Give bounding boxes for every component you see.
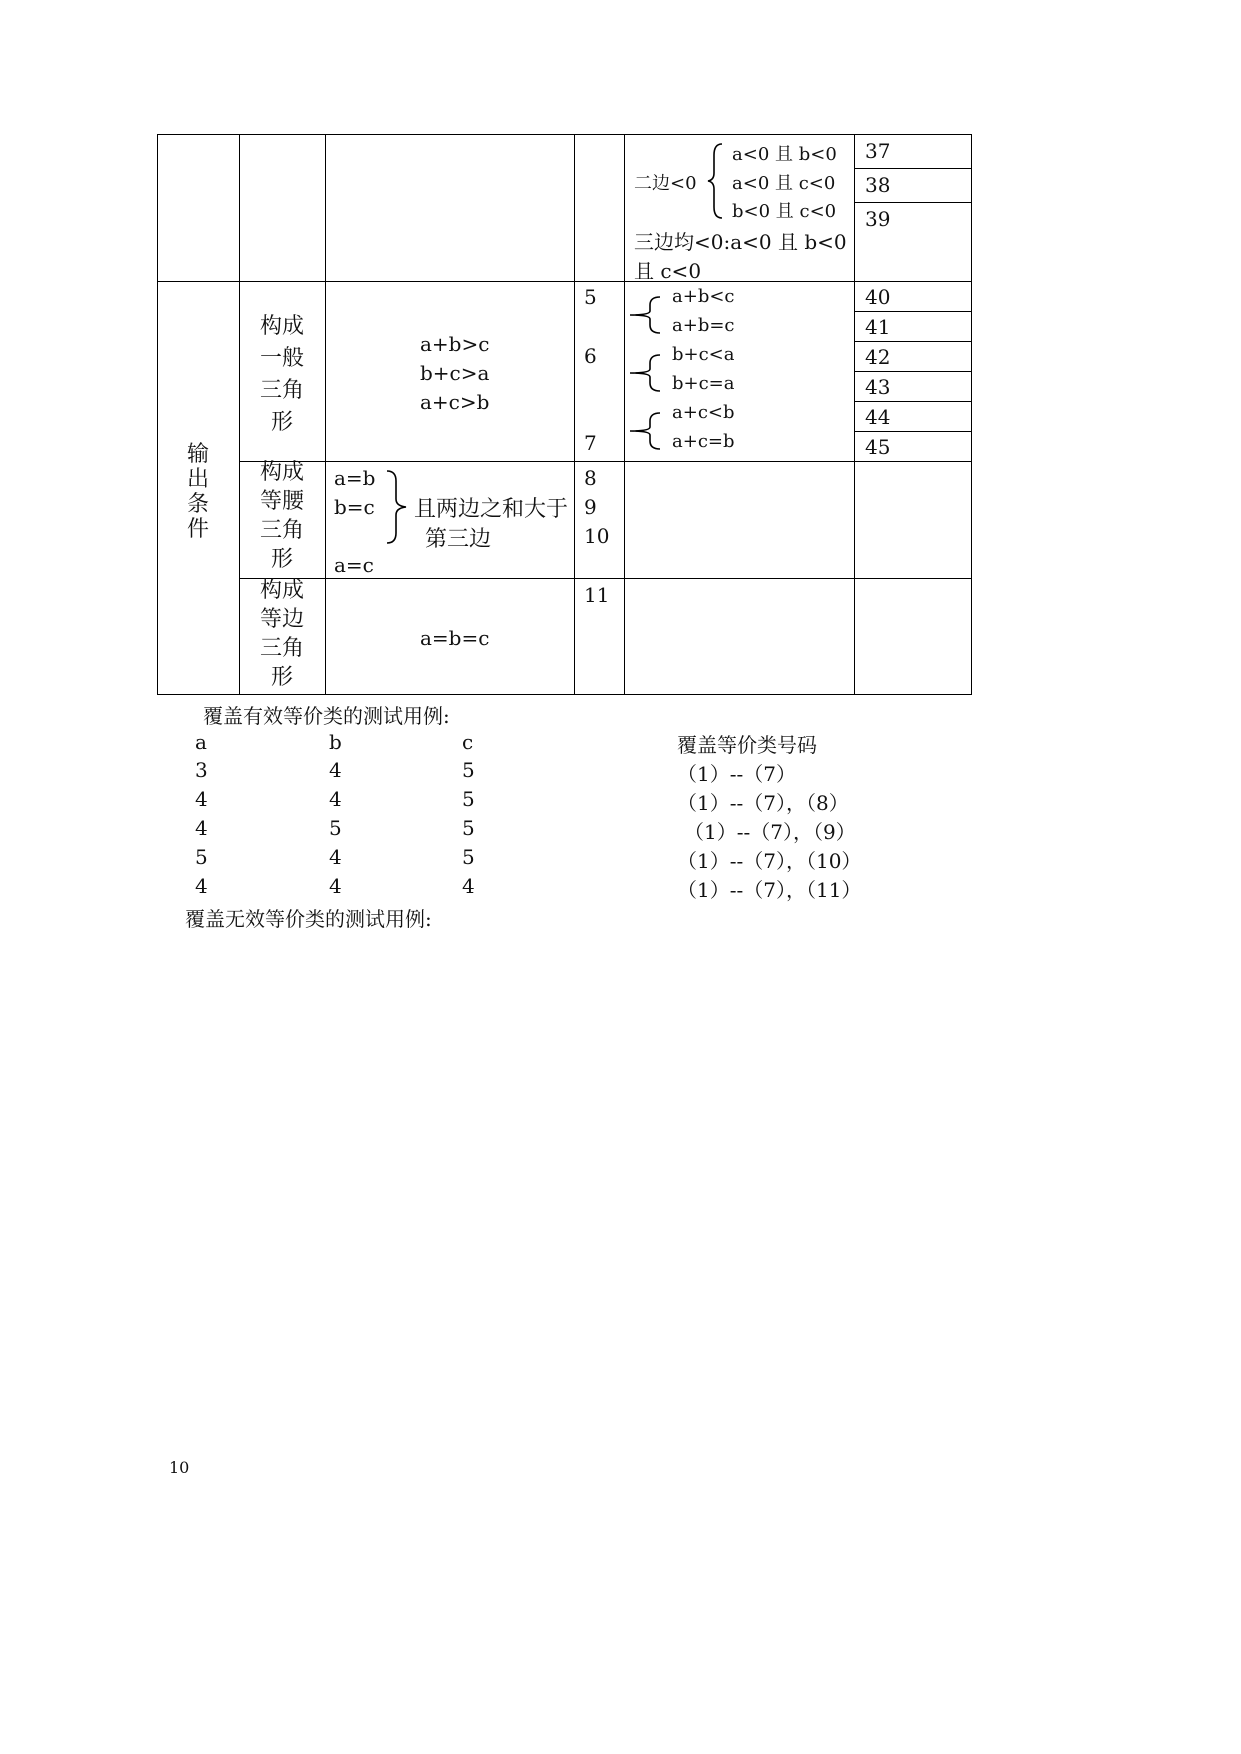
value-a: 4: [195, 816, 208, 840]
sub-condition: a+c=b: [672, 431, 735, 452]
class-number: 41: [865, 315, 891, 339]
table-border: [854, 431, 972, 432]
table-border: [239, 578, 972, 579]
value-c: 5: [462, 845, 475, 869]
table-border: [854, 371, 972, 372]
value-b: 4: [329, 845, 342, 869]
value-c: 5: [462, 816, 475, 840]
covered-classes: （1）--（7），（8）: [677, 791, 849, 815]
value-c: 5: [462, 787, 475, 811]
output-condition-label: 输出条件: [186, 442, 209, 542]
brace-icon: [628, 295, 664, 335]
sum-condition: 且两边之和大于: [414, 497, 569, 522]
label-line: 一般: [259, 346, 304, 371]
table-border: [854, 134, 855, 695]
covered-classes: （1）--（7），（9）: [684, 820, 856, 844]
sub-condition: a+b=c: [672, 315, 735, 336]
table-border: [854, 341, 972, 342]
covered-classes: （1）--（7），（10）: [677, 849, 862, 873]
value-b: 4: [329, 787, 342, 811]
class-id: 5: [584, 285, 597, 309]
label-line: 构成: [259, 460, 304, 485]
class-id: 10: [584, 524, 610, 548]
class-number: 42: [865, 345, 891, 369]
column-header-b: b: [329, 730, 342, 754]
covered-classes: （1）--（7）: [677, 762, 796, 786]
value-c: 4: [462, 874, 475, 898]
table-border: [624, 134, 625, 695]
table-border: [157, 134, 158, 695]
equality-condition: a=c: [334, 553, 374, 577]
label-line: 等腰: [259, 489, 304, 514]
column-header-classes: 覆盖等价类号码: [677, 733, 817, 757]
value-a: 5: [195, 845, 208, 869]
two-sides-item: a<0 且 c<0: [732, 173, 836, 194]
sub-condition: b+c=a: [672, 373, 735, 394]
label-line: 构成: [259, 314, 304, 339]
class-id: 11: [584, 583, 610, 607]
valid-cases-heading: 覆盖有效等价类的测试用例:: [203, 704, 450, 728]
table-border: [574, 134, 575, 695]
label-line: 构成: [259, 578, 304, 603]
general-triangle-label: [250, 311, 314, 439]
condition: a+b>c: [420, 332, 490, 356]
value-a: 4: [195, 874, 208, 898]
class-id: 7: [584, 431, 597, 455]
value-c: 5: [462, 758, 475, 782]
class-number: 37: [865, 139, 891, 163]
table-border: [157, 134, 972, 135]
label-line: 三角: [259, 636, 304, 661]
class-id: 6: [584, 344, 597, 368]
class-number: 39: [865, 207, 891, 231]
table-border: [854, 168, 972, 169]
table-border: [239, 134, 240, 695]
value-a: 3: [195, 758, 208, 782]
equality-condition: a=b: [334, 466, 376, 490]
general-conditions: [420, 330, 489, 417]
table-border: [325, 134, 326, 695]
table-border: [854, 202, 972, 203]
value-b: 4: [329, 874, 342, 898]
brace-icon: [628, 411, 664, 451]
isosceles-triangle-label: [250, 458, 314, 574]
sum-condition-cont: 第三边: [425, 527, 492, 552]
label-line: 三角: [259, 378, 304, 403]
label-line: 等边: [259, 607, 304, 632]
class-number: 43: [865, 375, 891, 399]
two-sides-label: 二边<0: [634, 173, 697, 194]
table-border: [239, 461, 972, 462]
table-border: [157, 281, 972, 282]
two-sides-item: a<0 且 b<0: [732, 144, 837, 165]
three-sides-condition: 三边均<0:a<0 且 b<0: [634, 230, 847, 254]
label-line: 三角: [259, 518, 304, 543]
equilateral-condition: a=b=c: [420, 626, 490, 650]
class-id: 8: [584, 466, 597, 490]
class-id: 9: [584, 495, 597, 519]
sub-condition: b+c<a: [672, 344, 735, 365]
page-number: 10: [169, 1458, 190, 1477]
sub-condition: a+c<b: [672, 402, 735, 423]
column-header-a: a: [195, 730, 207, 754]
three-sides-condition-cont: 且 c<0: [634, 259, 702, 283]
two-sides-item: b<0 且 c<0: [732, 201, 837, 222]
covered-classes: （1）--（7），（11）: [677, 878, 862, 902]
column-header-c: c: [462, 730, 474, 754]
table-border: [971, 134, 972, 695]
class-number: 40: [865, 285, 891, 309]
class-number: 38: [865, 173, 891, 197]
brace-icon: [706, 141, 726, 221]
value-b: 4: [329, 758, 342, 782]
brace-icon: [628, 353, 664, 393]
table-border: [157, 694, 972, 695]
condition: a+c>b: [420, 390, 490, 414]
invalid-cases-heading: 覆盖无效等价类的测试用例:: [185, 907, 432, 931]
table-border: [854, 311, 972, 312]
value-b: 5: [329, 816, 342, 840]
equality-condition: b=c: [334, 495, 375, 519]
brace-icon: [384, 469, 410, 545]
label-line: 形: [270, 547, 293, 572]
class-number: 45: [865, 435, 891, 459]
sub-condition: a+b<c: [672, 286, 735, 307]
class-number: 44: [865, 405, 891, 429]
value-a: 4: [195, 787, 208, 811]
table-border: [854, 401, 972, 402]
equilateral-triangle-label: [250, 576, 314, 692]
label-line: 形: [270, 410, 293, 435]
label-line: 形: [270, 665, 293, 690]
condition: b+c>a: [420, 361, 490, 385]
